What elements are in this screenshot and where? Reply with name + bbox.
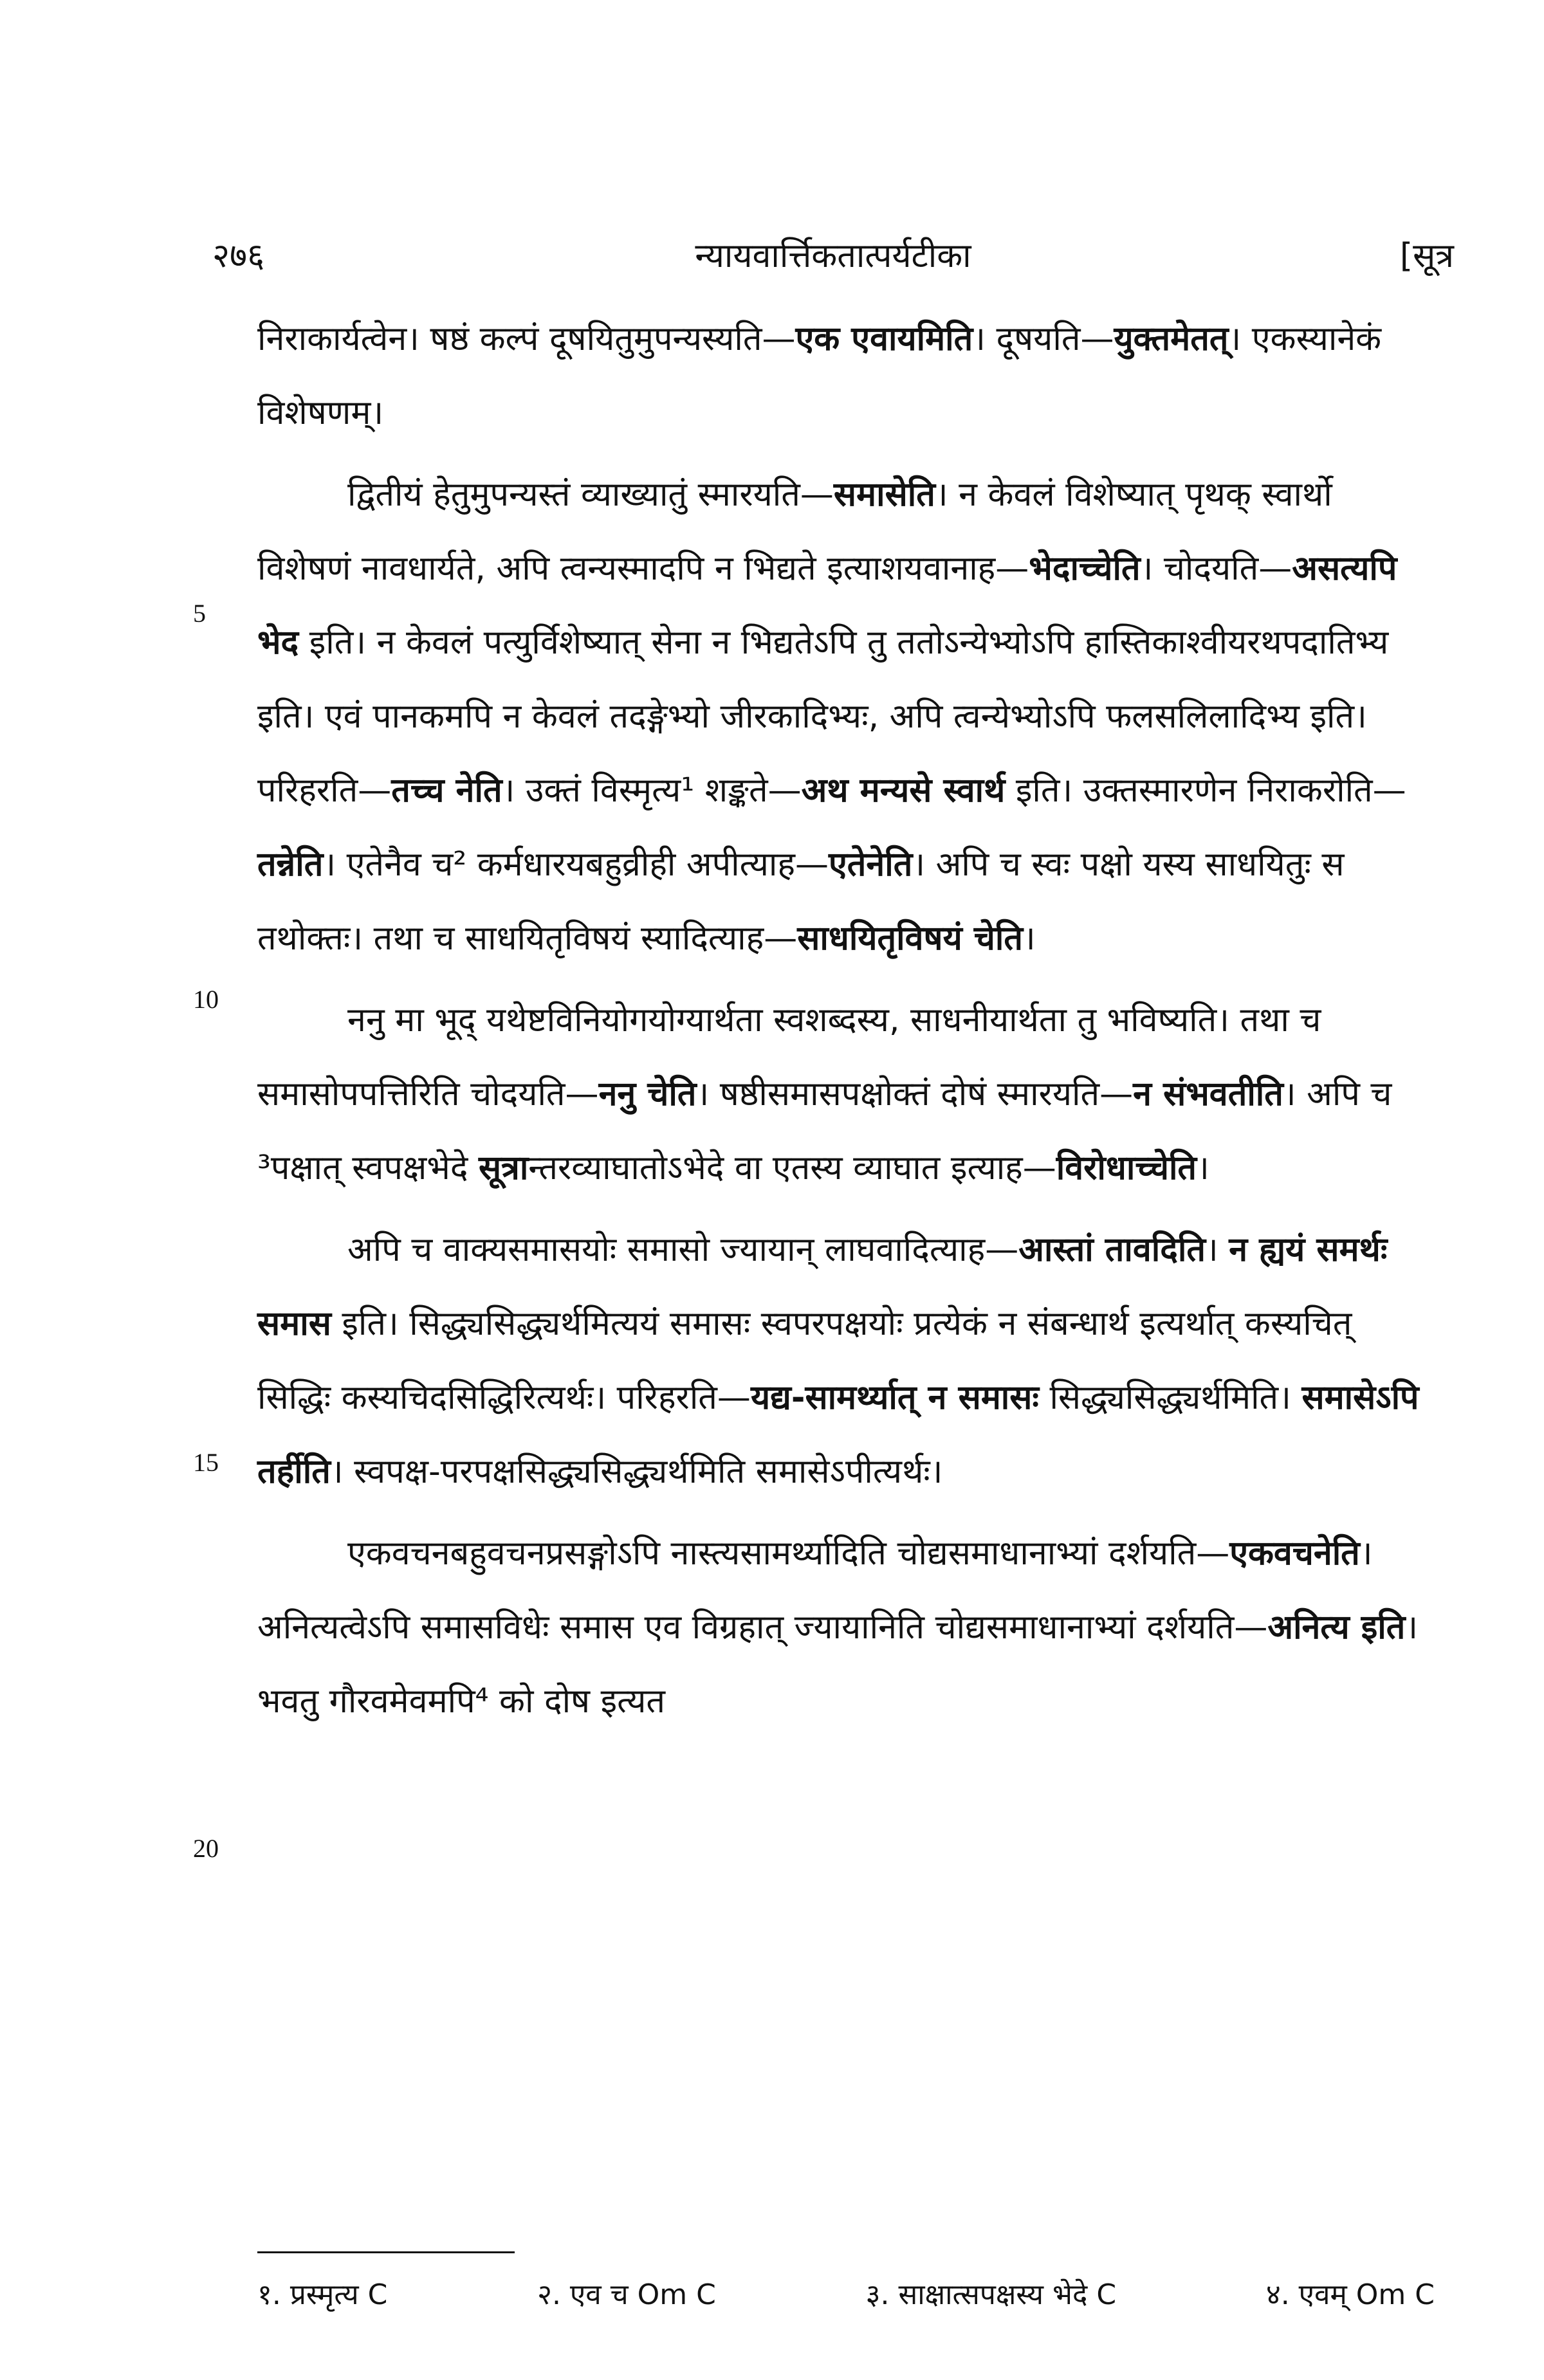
- text-run: । अपि च स्वः पक्षो यस्य साधयितुः स तथोक्तः। तथा च साधयितृविषयं स्यादित्याह—: [257, 845, 1345, 958]
- bold-lemma: अथ मन्यसे स्वार्थ: [801, 771, 1006, 810]
- section-label: [सूत्र: [1399, 237, 1454, 275]
- body-text: [257, 302, 1435, 1739]
- text-run: इति। न केवलं पत्युर्विशेष्यात् सेना न भिद्यतेऽपि तु ततोऽन्येभ्योऽपि हास्तिकाश्वीयरथपदातिभ्य इति। एवं पानकमपि न केवलं तदङ्गेभ्यो जीरकादिभ्यः, अपि त्वन्येभ्योऽपि फलसलिलादिभ्य इति। परिहरति—: [257, 623, 1389, 810]
- bold-lemma: असत्यपि भेद: [257, 549, 1397, 662]
- bold-lemma: अनित्य इति: [1267, 1608, 1406, 1647]
- text-run: अपि च वाक्यसमासयोः समासो ज्यायान् लाघवादित्याह—: [347, 1231, 1019, 1269]
- bold-lemma: भेदाच्चेति: [1029, 549, 1141, 588]
- bold-lemma: तच्च नेति: [391, 771, 502, 810]
- bold-lemma: न ह्ययं समर्थः समास: [257, 1231, 1388, 1343]
- footnote-rule: [257, 2251, 515, 2253]
- paragraph: [257, 1213, 1435, 1509]
- text-run: । भवतु गौरवमेवमपि⁴ को दोष इत्यत: [257, 1608, 1419, 1721]
- page-number: २७६: [212, 237, 265, 275]
- bold-lemma: युक्तमेतत्: [1114, 320, 1229, 358]
- bold-lemma: एक एवायमिति: [795, 320, 973, 358]
- running-title: न्यायवार्त्तिकतात्पर्यटीका: [695, 237, 971, 275]
- text-run: ।: [1197, 1149, 1209, 1187]
- text-run: । षष्ठीसमासपक्षोक्तं दोषं स्मारयति—: [696, 1075, 1134, 1113]
- bold-lemma: समासेति: [833, 475, 935, 514]
- footnote: २. एव च Om C: [537, 2278, 716, 2311]
- text-run: एकवचनबहुवचनप्रसङ्गोऽपि नास्त्यसामर्थ्यादिति चोद्यसमाधानाभ्यां दर्शयति—: [347, 1534, 1230, 1573]
- bold-lemma: आस्तां तावदिति: [1018, 1231, 1206, 1269]
- text-run: सिद्ध्यसिद्ध्यर्थमिति।: [1038, 1378, 1302, 1417]
- text-run: । चोदयति—: [1140, 549, 1292, 588]
- paragraph: [257, 1517, 1435, 1739]
- text-run: ननु मा भूद् यथेष्टविनियोगयोग्यार्थता स्वशब्दस्य, साधनीयार्थता तु भविष्यति। तथा च समासोपपत्तिरिति चोदयति—: [257, 1001, 1321, 1113]
- footnote: ३. साक्षात्सपक्षस्य भेदे C: [865, 2278, 1117, 2311]
- bold-lemma: एतेनेति: [828, 845, 913, 884]
- footnotes: [257, 2274, 1435, 2312]
- text-run: न्तरव्याघातोऽभेदे वा एतस्य व्याघात इत्याह—: [528, 1149, 1056, 1187]
- text-run: । अपि च ³पक्षात् स्वपक्षभेदे: [257, 1075, 1392, 1187]
- line-number: 20: [193, 1834, 219, 1863]
- line-number: 10: [193, 985, 219, 1014]
- text-run: । न केवलं विशेष्यात् पृथक् स्वार्थो विशेषणं नावधार्यते, अपि त्वन्यस्मादपि न भिद्यते इत्याशयवानाह—: [257, 475, 1332, 588]
- bold-lemma: समासेऽपि तर्हीति: [257, 1378, 1419, 1491]
- line-number: 15: [193, 1448, 219, 1477]
- footnote: १. प्रस्मृत्य C: [257, 2278, 388, 2311]
- page-header: [212, 232, 1454, 289]
- text-run: इति। सिद्ध्यसिद्ध्यर्थमित्ययं समासः स्वपरपक्षयोः प्रत्येकं न संबन्धार्थ इत्यर्थात् कस्यचित् सिद्धिः कस्यचिदसिद्धिरित्यर्थः। परिहरति—: [257, 1304, 1352, 1417]
- bold-lemma: यद्य-सामर्थ्यात् न समासः: [750, 1378, 1039, 1417]
- text-run: निराकार्यत्वेन। षष्ठं कल्पं दूषयितुमुपन्यस्यति—: [257, 320, 796, 358]
- line-number: 5: [193, 599, 206, 628]
- text-run: । एतेनैव च² कर्मधारयबहुव्रीही अपीत्याह—: [323, 845, 829, 884]
- text-run: ।: [1022, 919, 1036, 958]
- bold-lemma: न संभवतीति: [1133, 1075, 1283, 1113]
- text-run: । एकस्यानेकं विशेषणम्।: [257, 320, 1382, 432]
- bold-lemma: विरोधाच्चेति: [1056, 1149, 1197, 1187]
- bold-lemma: एकवचनेति: [1229, 1534, 1360, 1573]
- text-run: ।: [1206, 1231, 1229, 1269]
- paragraph: [257, 302, 1435, 450]
- footnote: ४. एवम् Om C: [1265, 2278, 1435, 2311]
- paragraph: [257, 458, 1435, 976]
- bold-lemma: तन्नेति: [257, 845, 324, 884]
- text-run: इति। उक्तस्मारणेन निराकरोति—: [1005, 771, 1406, 810]
- text-run: द्वितीयं हेतुमुपन्यस्तं व्याख्यातुं स्मारयति—: [347, 475, 834, 514]
- paragraph: [257, 984, 1435, 1205]
- text-run: । अनित्यत्वेऽपि समासविधेः समास एव विग्रहात् ज्यायानिति चोद्यसमाधानाभ्यां दर्शयति—: [257, 1534, 1373, 1647]
- bold-lemma: सूत्रा: [478, 1149, 529, 1187]
- text-run: । उक्तं विस्मृत्य¹ शङ्कते—: [502, 771, 802, 810]
- bold-lemma: साधयितृविषयं चेति: [797, 919, 1023, 958]
- text-run: । स्वपक्ष-परपक्षसिद्ध्यसिद्ध्यर्थमिति समासेऽपीत्यर्थः।: [330, 1452, 943, 1491]
- text-run: । दूषयति—: [973, 320, 1114, 358]
- bold-lemma: ननु चेति: [598, 1075, 697, 1113]
